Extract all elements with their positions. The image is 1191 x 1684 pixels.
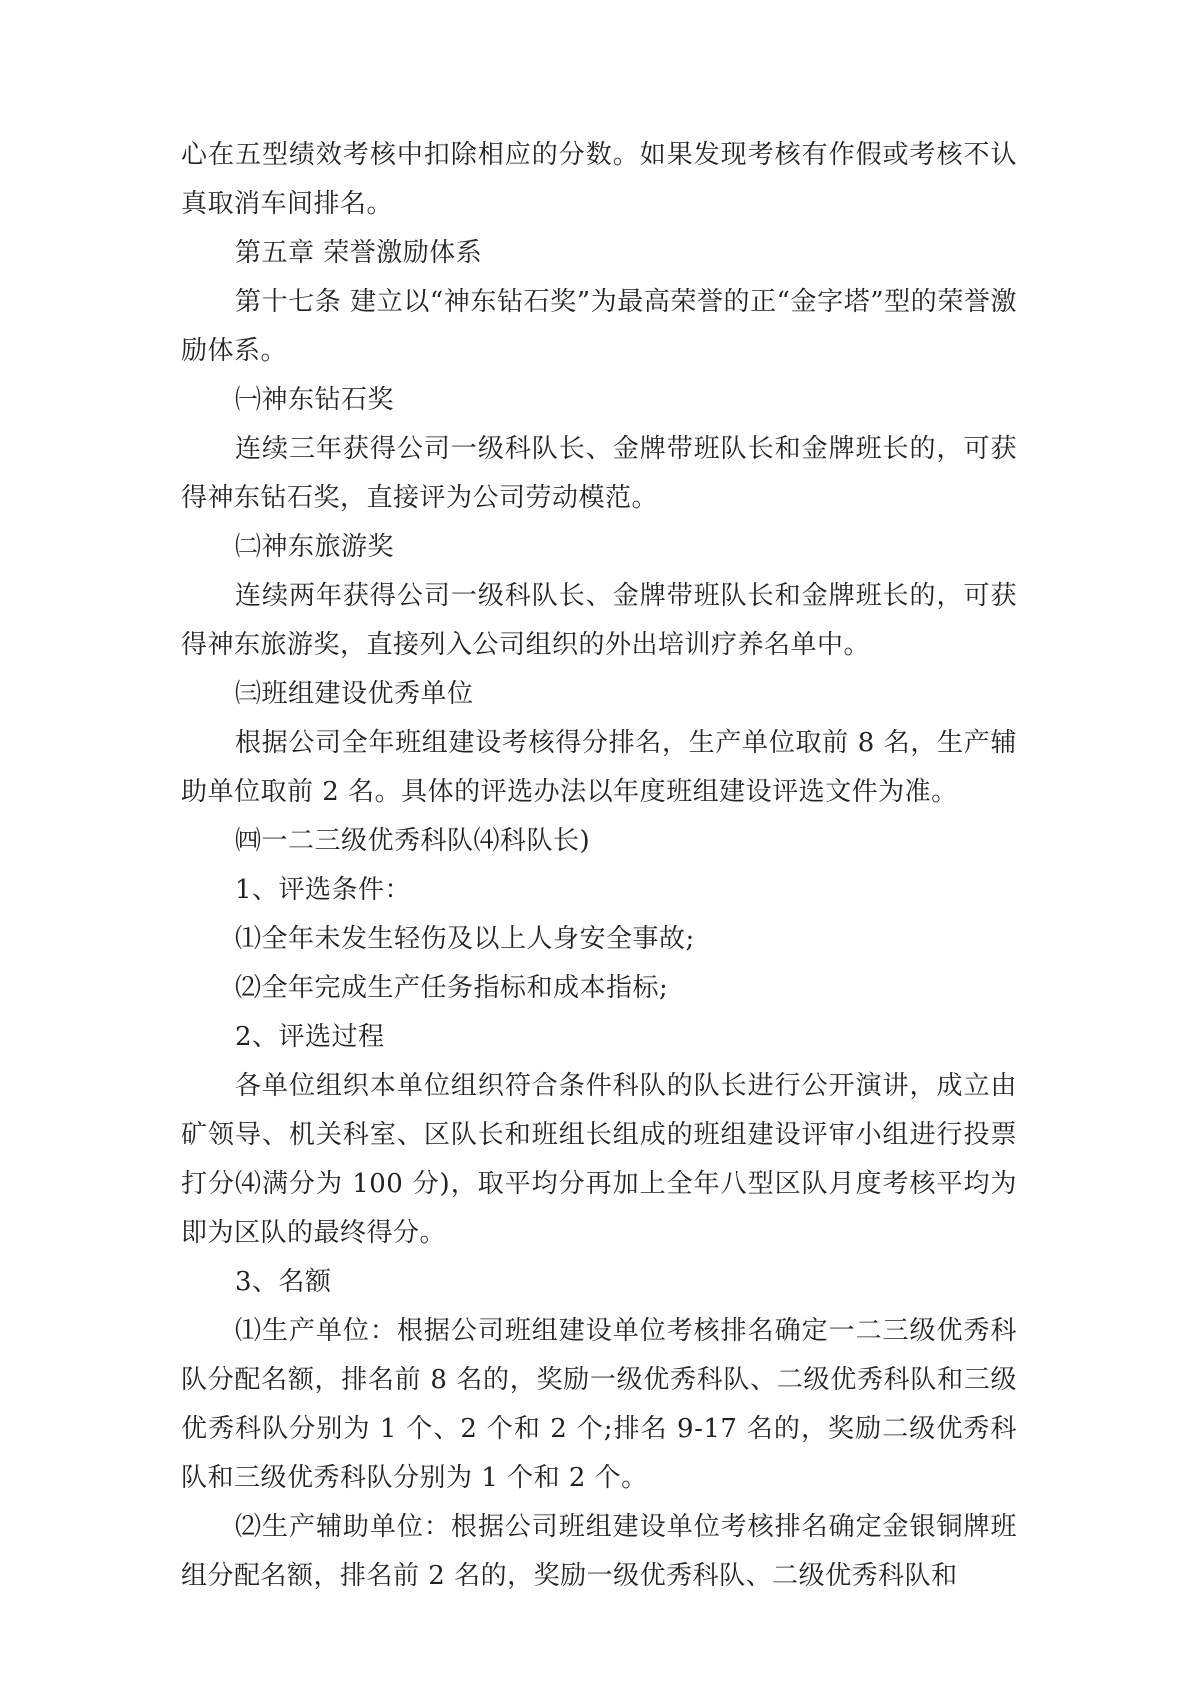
section-heading-diamond-award: ㈠神东钻石奖 — [235, 385, 395, 415]
section-heading-excellent-team: ㈣一二三级优秀科队⑷科队长) — [235, 826, 591, 856]
paragraph-excellent-unit: 根据公司全年班组建设考核得分排名，生产单位取前 8 名，生产辅助单位取前 2 名。具体的评选办法以年度班组建设评选文件为准。 — [181, 728, 1017, 807]
chapter-heading: 第五章 荣誉激励体系 — [235, 238, 483, 268]
document-body — [181, 131, 1017, 1601]
section-heading-travel-award: ㈡神东旅游奖 — [235, 532, 395, 562]
paragraph-process: 各单位组织本单位组织符合条件科队的队长进行公开演讲，成立由矿领导、机关科室、区队长和班组长组成的班组建设评审小组进行投票打分⑷满分为 100 分)，取平均分再加上全年八型区队月度考核平均为即为区队的最终得分。 — [181, 1071, 1017, 1248]
quota-item-production: ⑴生产单位：根据公司班组建设单位考核排名确定一二三级优秀科队分配名额，排名前 8 名的，奖励一级优秀科队、二级优秀科队和三级优秀科队分别为 1 个、2 个和 2 个;排名 9-17 名的，奖励二级优秀科队和三级优秀科队分别为 1 个和 2 个。 — [181, 1316, 1017, 1493]
section-heading-excellent-unit: ㈢班组建设优秀单位 — [235, 679, 474, 709]
subheading-process: 2、评选过程 — [235, 1022, 385, 1052]
quota-item-auxiliary: ⑵生产辅助单位：根据公司班组建设单位考核排名确定金银铜牌班组分配名额，排名前 2 名的，奖励一级优秀科队、二级优秀科队和 — [181, 1512, 1017, 1591]
paragraph-continuation: 心在五型绩效考核中扣除相应的分数。如果发现考核有作假或考核不认真取消车间排名。 — [181, 140, 1017, 219]
criteria-item-1: ⑴全年未发生轻伤及以上人身安全事故; — [235, 924, 695, 954]
article-17: 第十七条 建立以“神东钻石奖”为最高荣誉的正“金字塔”型的荣誉激励体系。 — [181, 287, 1017, 366]
subheading-quota: 3、名额 — [235, 1267, 332, 1297]
subheading-criteria: 1、评选条件： — [235, 875, 412, 905]
criteria-item-2: ⑵全年完成生产任务指标和成本指标; — [235, 973, 669, 1003]
paragraph-diamond-award: 连续三年获得公司一级科队长、金牌带班队长和金牌班长的，可获得神东钻石奖，直接评为公司劳动模范。 — [181, 434, 1017, 513]
paragraph-travel-award: 连续两年获得公司一级科队长、金牌带班队长和金牌班长的，可获得神东旅游奖，直接列入公司组织的外出培训疗养名单中。 — [181, 581, 1017, 660]
